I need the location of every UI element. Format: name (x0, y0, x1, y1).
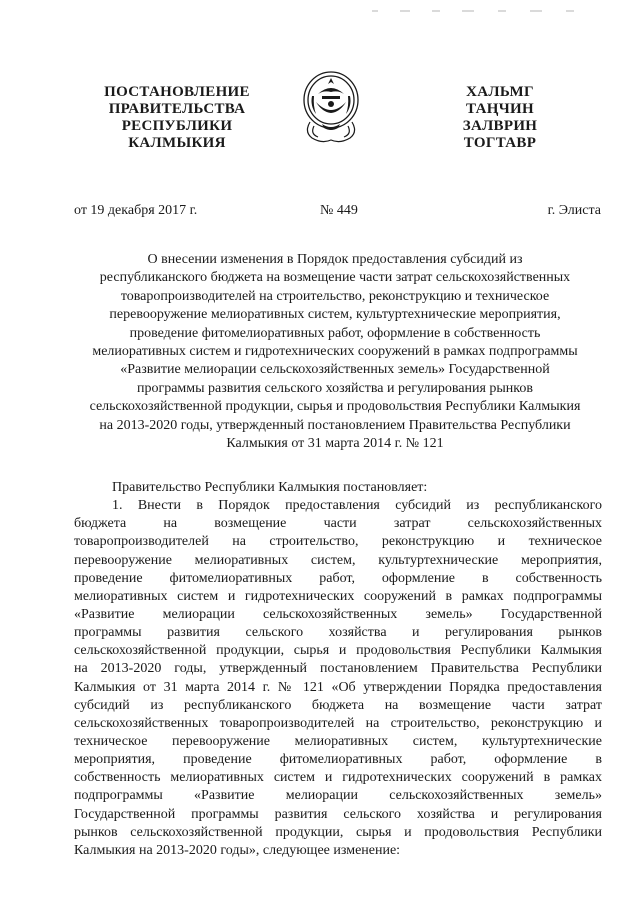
issuer-title-line: ТАҢЧИН (466, 101, 534, 117)
scan-artifact-marks (370, 8, 590, 14)
title-line: программы развития сельского хозяйства и регулирования рынков (136, 380, 533, 396)
body-line: Калмыкия от 31 марта 2014 г. № 121 «Об утверждении Порядка предоставления (74, 679, 602, 695)
body-line: Правительство Республики Калмыкия постановляет: (112, 480, 428, 495)
body-line: мелиоративных систем и гидротехнических сооружений в рамках подпрограммы (74, 588, 602, 604)
title-line: проведение фитомелиоративных работ, оформление в собственность (129, 325, 541, 341)
title-line: О внесении изменения в Порядок предоставления субсидий из (147, 252, 523, 267)
title-line: мелиоративных систем и гидротехнических сооружений в рамках подпрограммы (92, 344, 578, 360)
kalmykia-coat-of-arms-icon (300, 66, 362, 146)
title-line: товаропроизводителей на строительство, реконструкцию и техническое (120, 288, 550, 304)
body-line: 1. Внести в Порядок предоставления субсидий из республиканского (112, 498, 602, 514)
body-line: подпрограммы «Развитие мелиорации сельскохозяйственных земель» (74, 788, 602, 804)
title-line: «Развитие мелиорации сельскохозяйственных земель» Государственной (120, 362, 550, 378)
body-line: бюджета на возмещение части затрат сельскохозяйственных (74, 516, 602, 532)
body-line: проведение фитомелиоративных работ, оформление в собственность (74, 570, 602, 586)
body-line: техническое перевооружение мелиоративных систем, культуртехнические (74, 733, 602, 749)
title-line: сельскохозяйственной продукции, сырья и продовольствия Республики Калмыкия (89, 399, 581, 415)
issuer-title-kalmyk (440, 84, 560, 152)
body-line: на 2013-2020 годы, утвержденный постановлением Правительства Республики (74, 661, 602, 677)
title-line: на 2013-2020 годы, утвержденный постановлением Правительства Республики (99, 417, 571, 433)
body-line: Калмыкия на 2013-2020 годы», следующее изменение: (74, 842, 401, 858)
title-line: перевооружение мелиоративных систем, культуртехнические мероприятия, (109, 307, 561, 323)
issuer-title-line: ПОСТАНОВЛЕНИЕ (104, 84, 250, 100)
resolution-body (74, 479, 602, 860)
title-line: Калмыкия от 31 марта 2014 г. № 121 (226, 436, 444, 452)
document-city: г. Элиста (547, 203, 601, 218)
body-line: сельскохозяйственных товаропроизводителей на строительство, реконструкцию и (74, 715, 602, 731)
body-line: сельскохозяйственной продукции, сырья и продовольствия Республики Калмыкия (74, 643, 602, 659)
issuer-title-line: ТОГТАВР (463, 135, 537, 151)
body-line: «Развитие мелиорации сельскохозяйственных земель» Государственной (74, 606, 602, 622)
body-line: рынков сельскохозяйственной продукции, сырья и продовольствия Республики (74, 824, 602, 840)
document-number: № 449 (320, 203, 358, 218)
body-line: перевооружение мелиоративных систем, культуртехнические мероприятия, (74, 552, 602, 568)
body-line: мероприятия, проведение фитомелиоративных работ, оформление в (74, 752, 602, 768)
document-title (70, 251, 600, 453)
body-line: товаропроизводителей на строительство, реконструкцию и техническое (74, 534, 602, 550)
issuer-title-line: ЗАЛВРИН (462, 118, 538, 134)
issuer-title-line: КАЛМЫКИЯ (128, 135, 226, 151)
body-line: собственность мелиоративных систем и гидротехнических сооружений в рамках (74, 770, 602, 786)
issuer-title-line: РЕСПУБЛИКИ (121, 118, 233, 134)
body-line: Государственной программы развития сельского хозяйства и регулирования (74, 806, 602, 822)
issuer-title-line: ПРАВИТЕЛЬСТВА (108, 101, 246, 117)
body-line: программы развития сельского хозяйства и регулирования рынков (74, 625, 602, 641)
title-line: республиканского бюджета на возмещение части затрат сельскохозяйственных (99, 270, 571, 286)
issuer-title-russian (82, 84, 272, 152)
body-line: субсидий из республиканского бюджета на возмещение части затрат (74, 697, 602, 713)
issuer-title-line: ХАЛЬМГ (466, 84, 534, 100)
document-date: от 19 декабря 2017 г. (74, 203, 198, 218)
